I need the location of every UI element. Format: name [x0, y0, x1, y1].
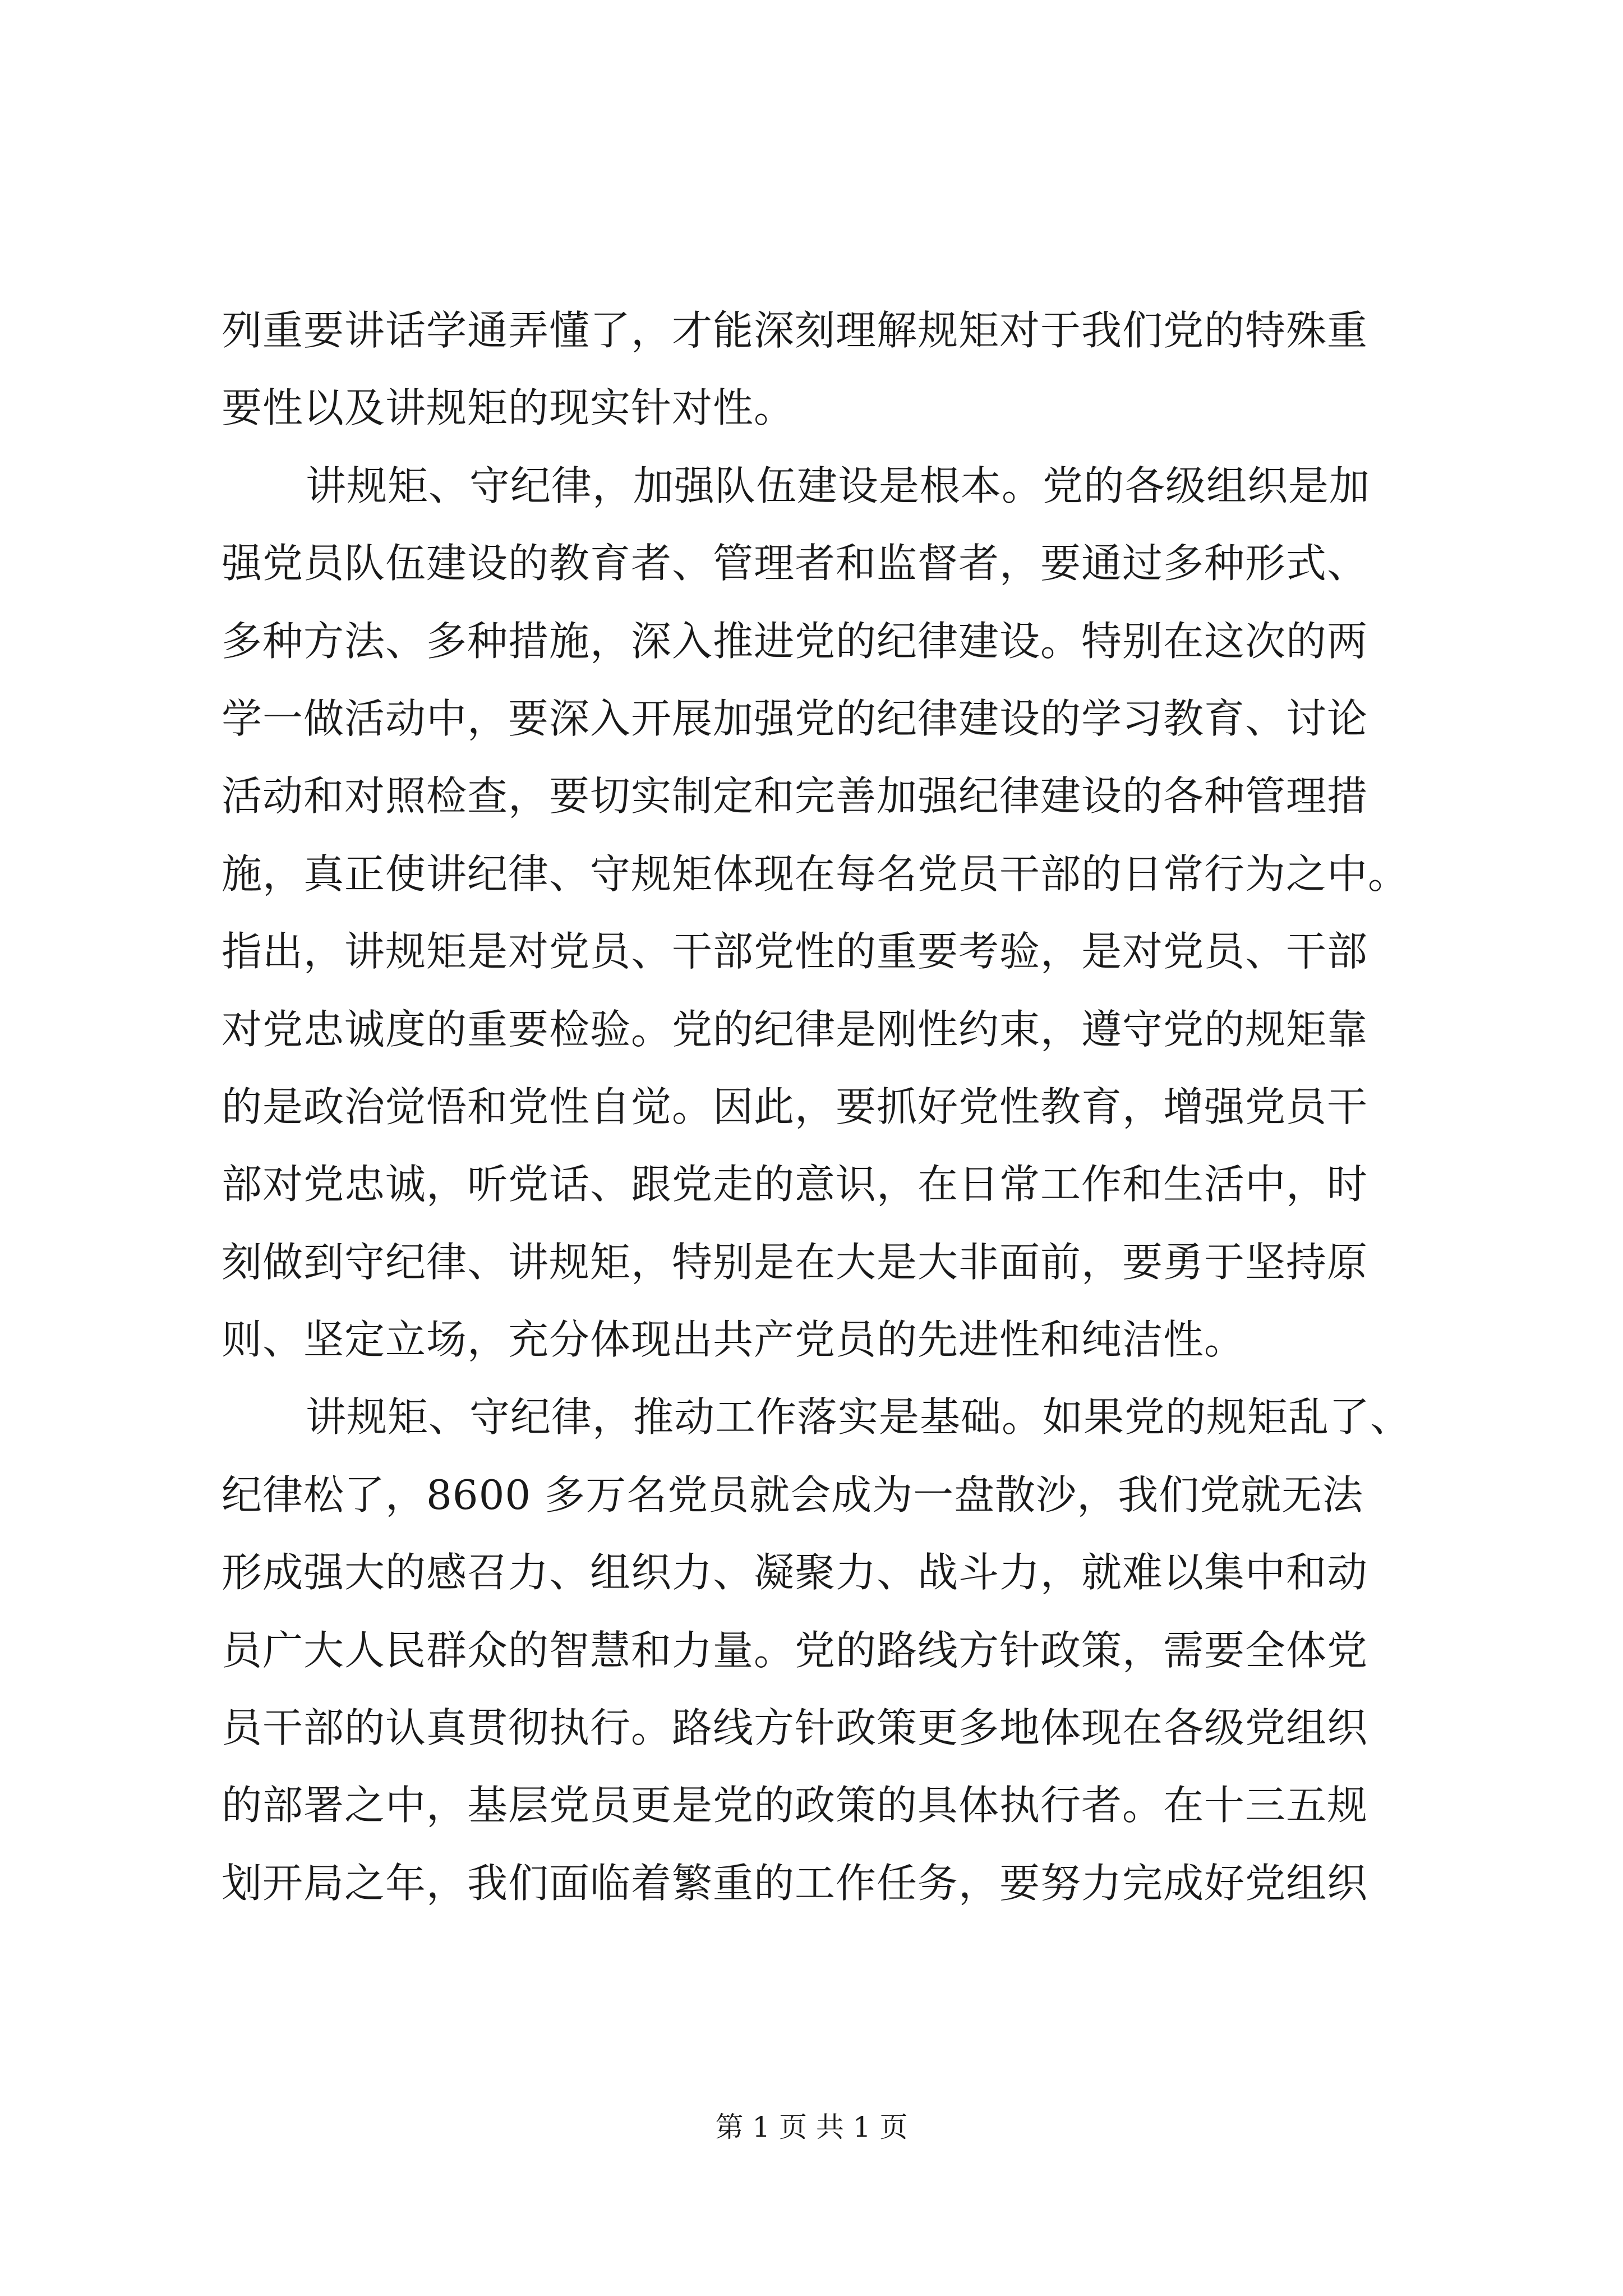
text-line: 指出，讲规矩是对党员、干部党性的重要考验，是对党员、干部	[222, 928, 1368, 976]
text-line: 纪律松了，8600 多万名党员就会成为一盘散沙，我们党就无法	[222, 1471, 1364, 1519]
text-line: 讲规矩、守纪律，加强队伍建设是根本。党的各级组织是加	[306, 462, 1371, 509]
text-line: 施，真正使讲纪律、守规矩体现在每名党员干部的日常行为之中。	[222, 850, 1409, 898]
text-line: 的部署之中，基层党员更是党的政策的具体执行者。在十三五规	[222, 1782, 1368, 1829]
text-line: 讲规矩、守纪律，推动工作落实是基础。如果党的规矩乱了、	[306, 1393, 1412, 1441]
document-body	[222, 292, 1427, 1922]
text-line: 活动和对照检查，要切实制定和完善加强纪律建设的各种管理措	[222, 772, 1368, 820]
text-line: 则、坚定立场，充分体现出共产党员的先进性和纯洁性。	[222, 1316, 1246, 1364]
text-line: 部对党忠诚，听党话、跟党走的意识，在日常工作和生活中，时	[222, 1161, 1368, 1208]
text-line: 学一做活动中，要深入开展加强党的纪律建设的学习教育、讨论	[222, 694, 1368, 742]
text-line: 多种方法、多种措施，深入推进党的纪律建设。特别在这次的两	[222, 617, 1368, 665]
text-line: 刻做到守纪律、讲规矩，特别是在大是大非面前，要勇于坚持原	[222, 1238, 1368, 1286]
text-line: 对党忠诚度的重要检验。党的纪律是刚性约束，遵守党的规矩靠	[222, 1005, 1368, 1053]
text-line: 的是政治觉悟和党性自觉。因此，要抓好党性教育，增强党员干	[222, 1083, 1368, 1130]
text-line: 员干部的认真贯彻执行。路线方针政策更多地体现在各级党组织	[222, 1704, 1368, 1752]
text-line: 划开局之年，我们面临着繁重的工作任务，要努力完成好党组织	[222, 1859, 1368, 1907]
text-line: 形成强大的感召力、组织力、凝聚力、战斗力，就难以集中和动	[222, 1549, 1368, 1596]
text-line: 列重要讲话学通弄懂了，才能深刻理解规矩对于我们党的特殊重	[222, 307, 1368, 354]
text-line: 强党员队伍建设的教育者、管理者和监督者，要通过多种形式、	[222, 540, 1368, 587]
text-line: 要性以及讲规矩的现实针对性。	[222, 384, 795, 432]
text-line: 员广大人民群众的智慧和力量。党的路线方针政策，需要全体党	[222, 1626, 1368, 1674]
page-footer: 第 1 页 共 1 页	[715, 2111, 908, 2143]
